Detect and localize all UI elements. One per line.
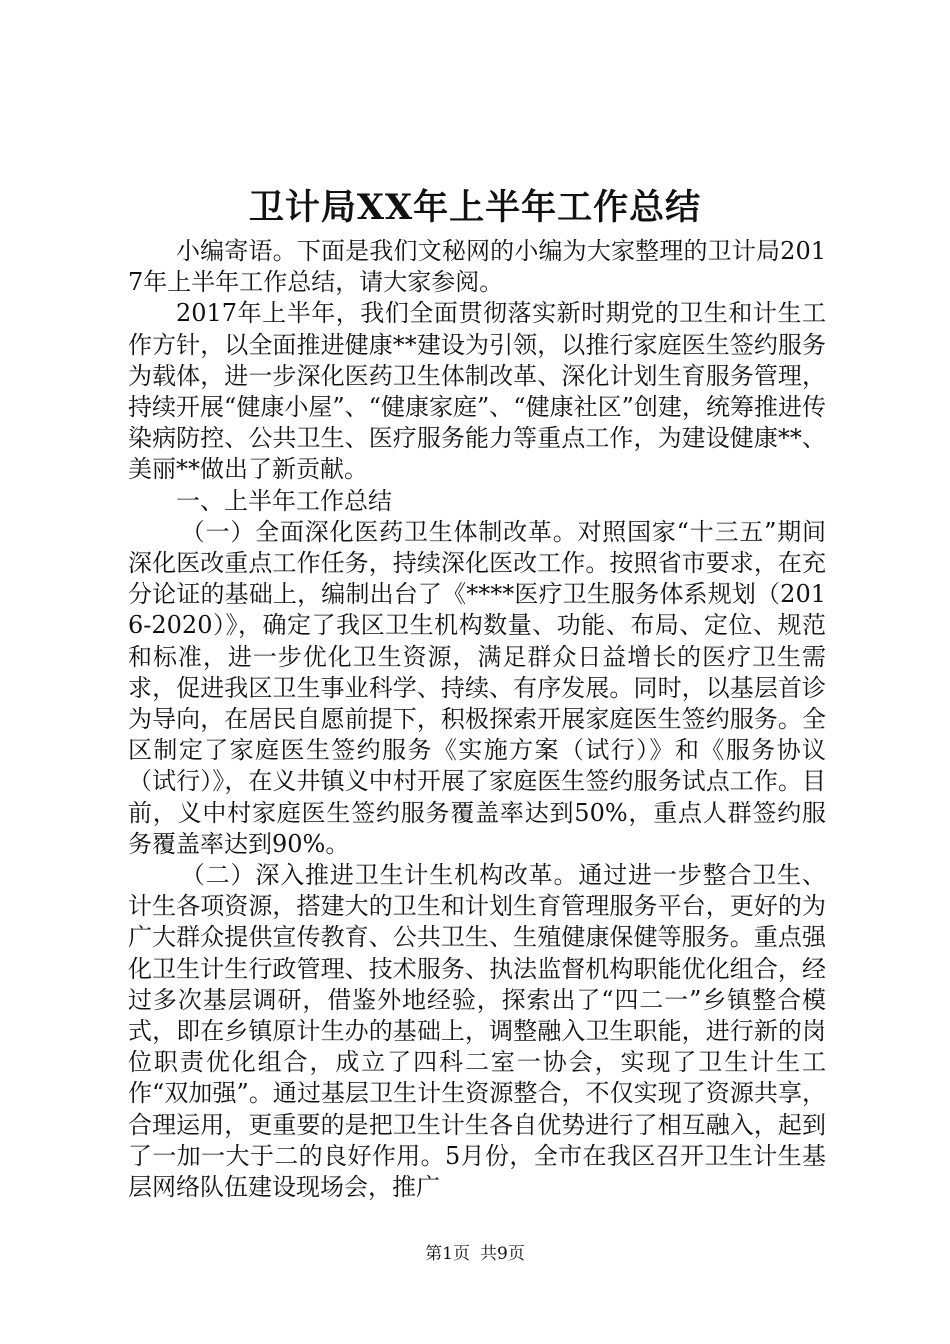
paragraph-section-1: （一）全面深化医药卫生体制改革。对照国家“十三五”期间深化医改重点工作任务，持续深化医改工作。按照省市要求，在充分论证的基础上，编制出台了《****医疗卫生服务体系规划（2016-2020）》，确定了我区卫生机构数量、功能、布局、定位、规范和标准，进一步优化卫生资源，满足群众日益增长的医疗卫生需求，促进我区卫生事业科学、持续、有序发展。同时，以基层首诊为导向，在居民自愿前提下，积极探索开展家庭医生签约服务。全区制定了家庭医生签约服务《实施方案（试行）》和《服务协议（试行）》，在义井镇义中村开展了家庭医生签约服务试点工作。目前，义中村家庭医生签约服务覆盖率达到50%，重点人群签约服务覆盖率达到90%。 bbox=[128, 517, 826, 858]
section-heading: 一、上半年工作总结 bbox=[176, 486, 392, 515]
document-title: 卫计局XX年上半年工作总结 bbox=[248, 187, 702, 228]
paragraph-section-2: （二）深入推进卫生计生机构改革。通过进一步整合卫生、计生各项资源，搭建大的卫生和计划生育管理服务平台，更好的为广大群众提供宣传教育、公共卫生、生殖健康保健等服务。重点强化卫生计生行政管理、技术服务、执法监督机构职能优化组合，经过多次基层调研，借鉴外地经验，探索出了“四二一”乡镇整合模式，即在乡镇原计生办的基础上，调整融入卫生职能，进行新的岗位职责优化组合，成立了四科二室一协会，实现了卫生计生工作“双加强”。通过基层卫生计生资源整合，不仅实现了资源共享，合理运用，更重要的是把卫生计生各自优势进行了相互融入，起到了一加一大于二的良好作用。5月份，全市在我区召开卫生计生基层网络队伍建设现场会，推广 bbox=[128, 861, 826, 1202]
document-body bbox=[128, 236, 826, 1203]
page-number-current: 第1页 bbox=[425, 1244, 470, 1264]
paragraph-overview: 2017年上半年，我们全面贯彻落实新时期党的卫生和计生工作方针，以全面推进健康**建设为引领，以推行家庭医生签约服务为载体，进一步深化医药卫生体制改革、深化计划生育服务管理，持续开展“健康小屋”、“健康家庭”、“健康社区”创建，统筹推进传染病防控、公共卫生、医疗服务能力等重点工作，为建设健康**、美丽**做出了新贡献。 bbox=[128, 299, 826, 484]
paragraph-intro: 小编寄语。下面是我们文秘网的小编为大家整理的卫计局2017年上半年工作总结，请大家参阅。 bbox=[128, 237, 826, 297]
page-footer bbox=[0, 1243, 950, 1265]
page-number-total: 共9页 bbox=[480, 1244, 525, 1264]
